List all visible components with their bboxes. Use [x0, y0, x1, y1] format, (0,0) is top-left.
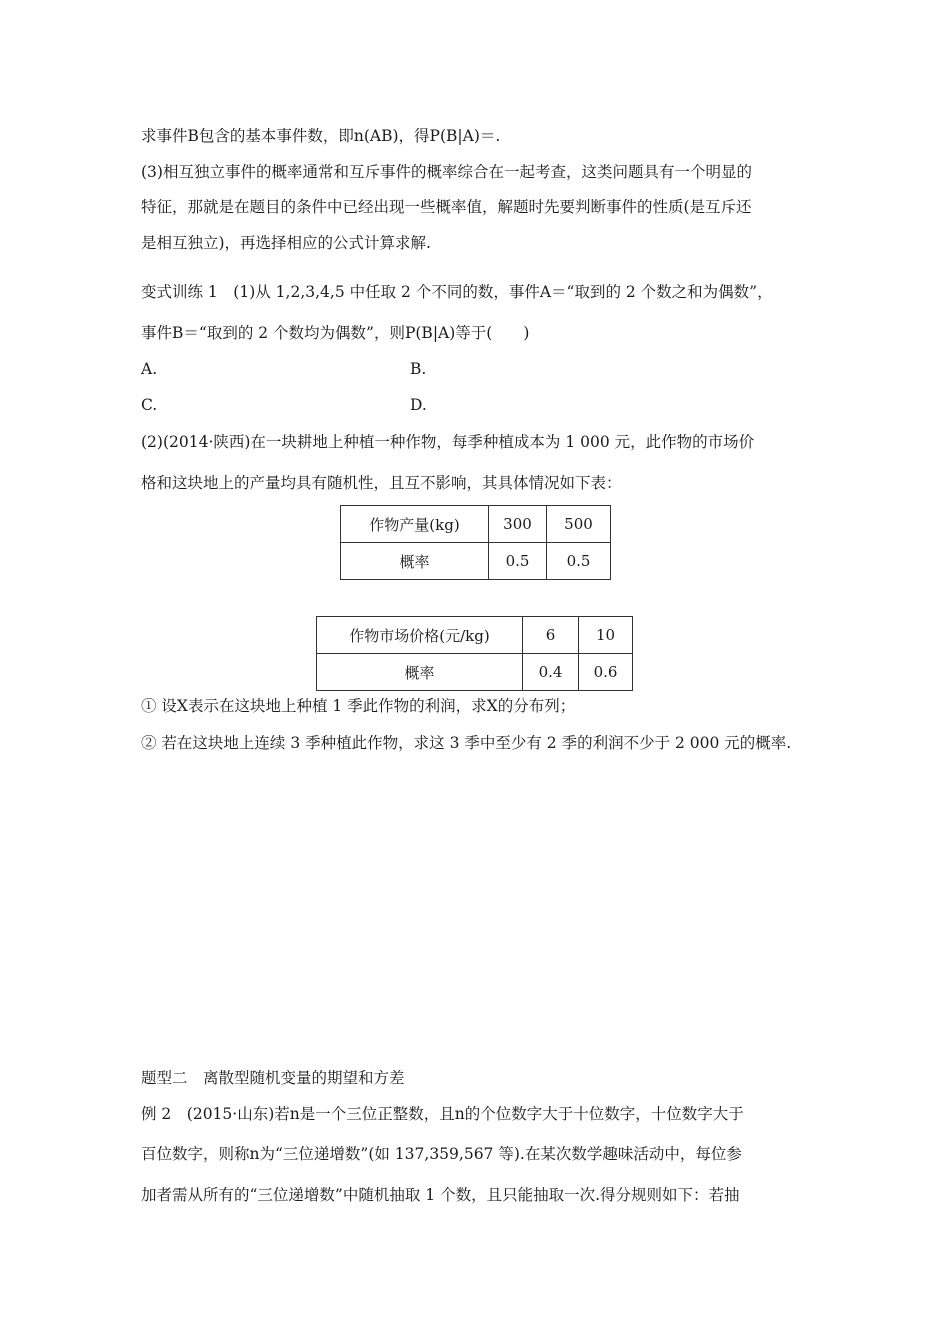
table-cell: 300 — [489, 506, 547, 543]
question-line: ② 若在这块地上连续 3 季种植此作物，求这 3 季中至少有 2 季的利润不少于 2 000 元的概率. — [141, 734, 792, 752]
table-cell: 0.5 — [489, 543, 547, 580]
exercise-line: 变式训练 1 (1)从 1,2,3,4,5 中任取 2 个不同的数，事件A＝“取到的 2 个数之和为偶数”， — [141, 283, 773, 301]
table-cell: 0.6 — [579, 654, 633, 691]
price-table — [316, 616, 633, 691]
problem-line: 格和这块地上的产量均具有随机性，且互不影响，其具体情况如下表： — [141, 474, 622, 492]
table-cell: 作物产量(kg) — [341, 506, 489, 543]
table-cell: 概率 — [341, 543, 489, 580]
option-d: D. — [410, 396, 427, 414]
table-cell: 作物市场价格(元/kg) — [317, 617, 523, 654]
table-row — [341, 506, 611, 543]
option-c: C. — [141, 396, 158, 414]
problem-line: (2)(2014·陕西)在一块耕地上种植一种作物，每季种植成本为 1 000 元，此作物的市场价 — [141, 433, 755, 451]
table-cell: 概率 — [317, 654, 523, 691]
yield-table — [340, 505, 611, 580]
question-line: ① 设X表示在这块地上种植 1 季此作物的利润，求X的分布列； — [141, 697, 576, 715]
table-row — [317, 617, 633, 654]
paragraph-line: 特征，那就是在题目的条件中已经出现一些概率值，解题时先要判断事件的性质(是互斥还 — [141, 198, 752, 216]
table-cell: 10 — [579, 617, 633, 654]
paragraph-line: (3)相互独立事件的概率通常和互斥事件的概率综合在一起考查，这类问题具有一个明显的 — [141, 163, 752, 181]
exercise-line: 事件B＝“取到的 2 个数均为偶数”，则P(B|A)等于( ) — [141, 324, 530, 342]
table-cell: 500 — [547, 506, 611, 543]
table-cell: 0.5 — [547, 543, 611, 580]
table-cell: 0.4 — [523, 654, 579, 691]
option-a: A. — [141, 360, 158, 378]
table-row — [341, 543, 611, 580]
example-line: 加者需从所有的“三位递增数”中随机抽取 1 个数，且只能抽取一次.得分规则如下：若抽 — [141, 1186, 740, 1204]
option-b: B. — [410, 360, 427, 378]
paragraph-line: 求事件B包含的基本事件数，即n(AB)，得P(B|A)＝. — [141, 127, 501, 145]
table-row — [317, 654, 633, 691]
section-title: 题型二 离散型随机变量的期望和方差 — [141, 1069, 405, 1087]
table-cell: 6 — [523, 617, 579, 654]
example-line: 例 2 (2015·山东)若n是一个三位正整数，且n的个位数字大于十位数字，十位数字大于 — [141, 1105, 744, 1123]
example-line: 百位数字，则称n为“三位递增数”(如 137,359,567 等).在某次数学趣味活动中，每位参 — [141, 1145, 742, 1163]
paragraph-line: 是相互独立)，再选择相应的公式计算求解. — [141, 234, 431, 252]
